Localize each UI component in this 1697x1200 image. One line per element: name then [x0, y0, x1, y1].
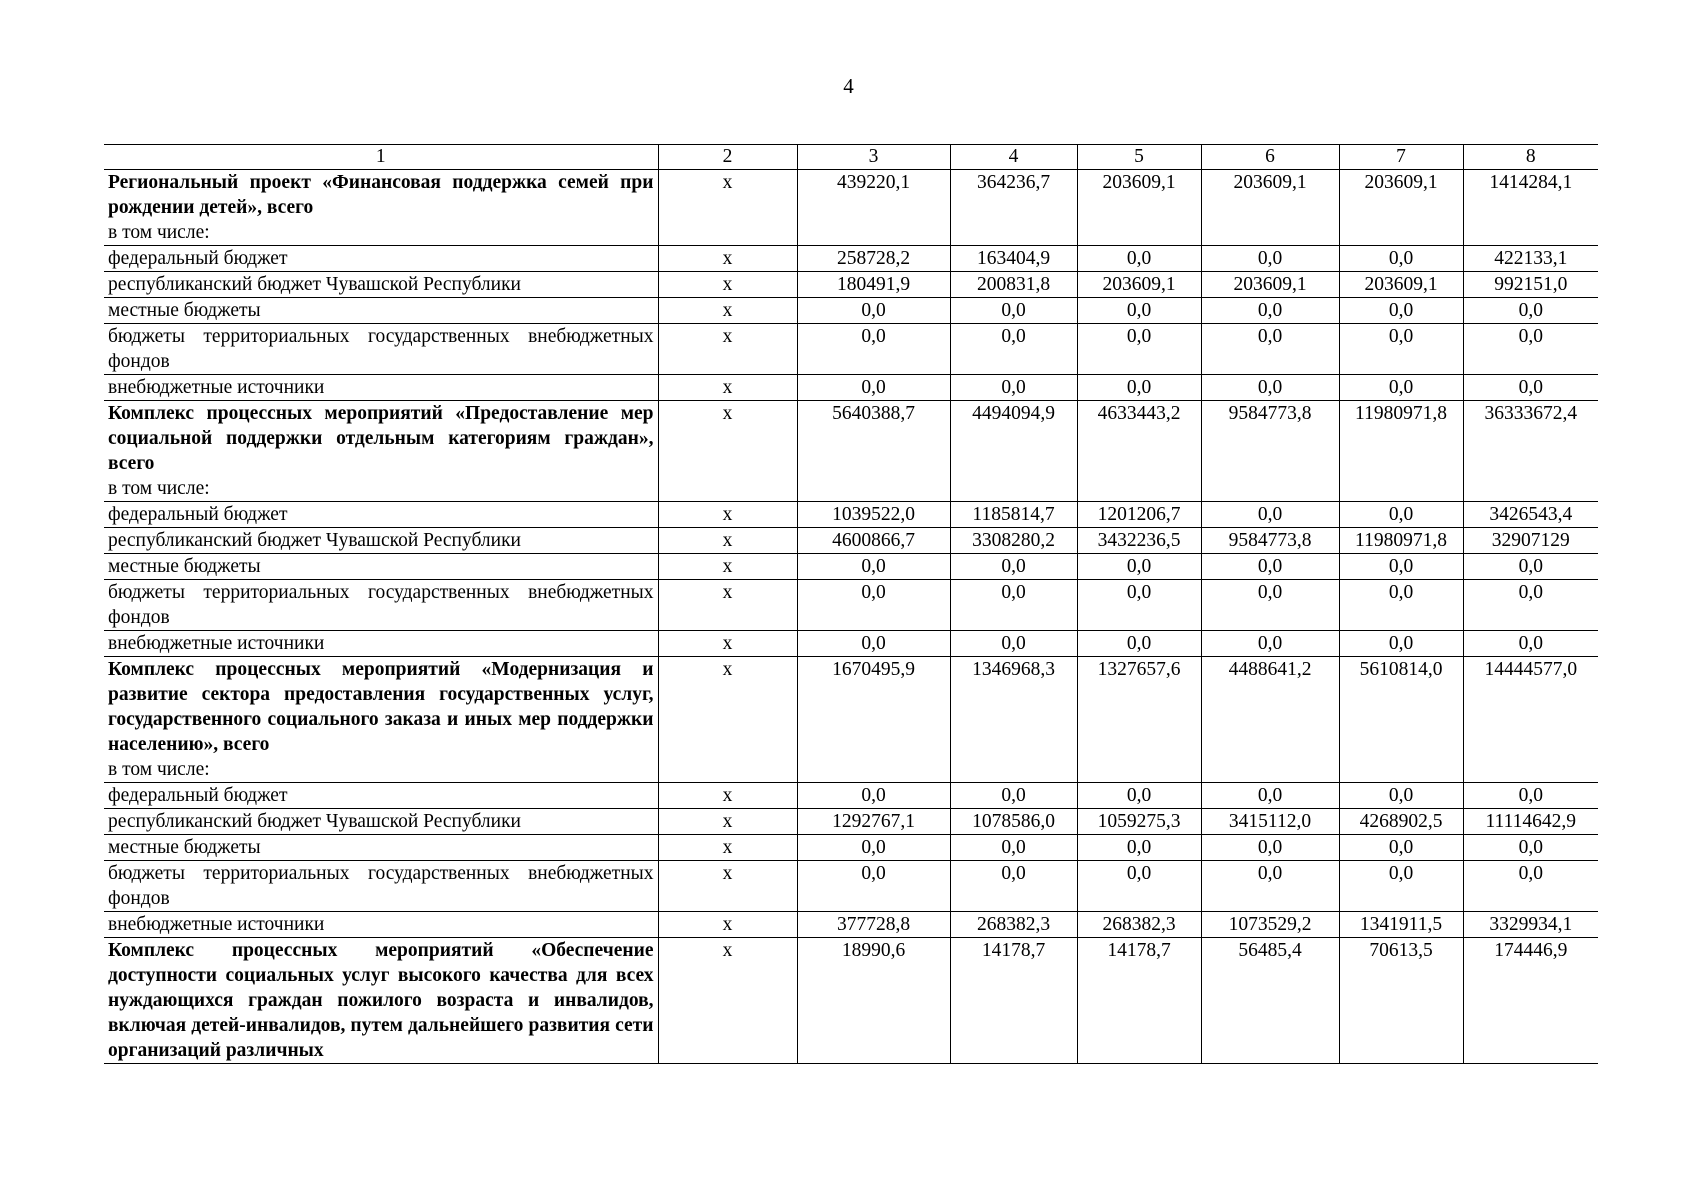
value-cell: 0,0	[797, 783, 950, 809]
value-cell: 0,0	[1339, 502, 1463, 528]
table-row	[104, 246, 1598, 272]
column-header: 8	[1463, 145, 1598, 170]
value-cell: 0,0	[1077, 783, 1201, 809]
value-cell: 4494094,9	[950, 401, 1077, 502]
value-cell: 0,0	[1339, 554, 1463, 580]
value-cell: 0,0	[1201, 554, 1339, 580]
value-cell: 0,0	[950, 554, 1077, 580]
column-header: 7	[1339, 145, 1463, 170]
value-cell: 4268902,5	[1339, 809, 1463, 835]
value-cell: 377728,8	[797, 912, 950, 938]
column-header: 5	[1077, 145, 1201, 170]
section-label-cell	[104, 657, 658, 783]
marker-cell: х	[658, 246, 797, 272]
value-cell: 422133,1	[1463, 246, 1598, 272]
header-row	[104, 145, 1598, 170]
value-cell: 11980971,8	[1339, 528, 1463, 554]
value-cell: 203609,1	[1201, 170, 1339, 246]
value-cell: 0,0	[1339, 246, 1463, 272]
value-cell: 0,0	[1201, 580, 1339, 631]
row-label: местные бюджеты	[104, 554, 658, 580]
column-header: 2	[658, 145, 797, 170]
table-row	[104, 502, 1598, 528]
value-cell: 11980971,8	[1339, 401, 1463, 502]
value-cell: 0,0	[1463, 298, 1598, 324]
marker-cell: х	[658, 809, 797, 835]
value-cell: 0,0	[797, 631, 950, 657]
value-cell: 174446,9	[1463, 938, 1598, 1064]
marker-cell: х	[658, 938, 797, 1064]
row-label: бюджеты территориальных государственных внебюджетных фондов	[104, 861, 658, 912]
value-cell: 0,0	[1201, 783, 1339, 809]
value-cell: 268382,3	[1077, 912, 1201, 938]
row-label: местные бюджеты	[104, 298, 658, 324]
value-cell: 203609,1	[1201, 272, 1339, 298]
value-cell: 3426543,4	[1463, 502, 1598, 528]
value-cell: 1201206,7	[1077, 502, 1201, 528]
table-row	[104, 272, 1598, 298]
value-cell: 1073529,2	[1201, 912, 1339, 938]
table-row	[104, 835, 1598, 861]
section-label-cell	[104, 170, 658, 246]
column-header: 6	[1201, 145, 1339, 170]
table-row	[104, 528, 1598, 554]
value-cell: 0,0	[950, 375, 1077, 401]
value-cell: 0,0	[1077, 298, 1201, 324]
budget-table	[104, 144, 1598, 1064]
value-cell: 56485,4	[1201, 938, 1339, 1064]
section-subtitle: в том числе:	[108, 478, 210, 499]
value-cell: 180491,9	[797, 272, 950, 298]
value-cell: 0,0	[1339, 861, 1463, 912]
value-cell: 0,0	[950, 631, 1077, 657]
column-header: 1	[104, 145, 658, 170]
table-row	[104, 554, 1598, 580]
row-label: федеральный бюджет	[104, 783, 658, 809]
value-cell: 1059275,3	[1077, 809, 1201, 835]
value-cell: 0,0	[1463, 375, 1598, 401]
marker-cell: х	[658, 375, 797, 401]
value-cell: 0,0	[950, 783, 1077, 809]
value-cell: 200831,8	[950, 272, 1077, 298]
section-title: Комплекс процессных мероприятий «Обеспечение доступности социальных услуг высокого качества для всех нуждающихся граждан пожилого возраста и инвалидов, включая детей-инвалидов, путем дальнейшего развития сети организаций различных	[108, 940, 654, 1061]
value-cell: 1039522,0	[797, 502, 950, 528]
marker-cell: х	[658, 835, 797, 861]
value-cell: 258728,2	[797, 246, 950, 272]
table-row	[104, 298, 1598, 324]
marker-cell: х	[658, 861, 797, 912]
row-label: внебюджетные источники	[104, 912, 658, 938]
value-cell: 3329934,1	[1463, 912, 1598, 938]
table-row	[104, 580, 1598, 631]
value-cell: 36333672,4	[1463, 401, 1598, 502]
value-cell: 0,0	[1077, 631, 1201, 657]
value-cell: 5610814,0	[1339, 657, 1463, 783]
section-title: Региональный проект «Финансовая поддержка семей при рождении детей», всего	[108, 172, 654, 218]
value-cell: 0,0	[1339, 580, 1463, 631]
value-cell: 32907129	[1463, 528, 1598, 554]
table-body	[104, 170, 1598, 1064]
value-cell: 3432236,5	[1077, 528, 1201, 554]
value-cell: 0,0	[1201, 861, 1339, 912]
value-cell: 0,0	[1463, 861, 1598, 912]
value-cell: 0,0	[1339, 631, 1463, 657]
value-cell: 4600866,7	[797, 528, 950, 554]
value-cell: 268382,3	[950, 912, 1077, 938]
marker-cell: х	[658, 502, 797, 528]
value-cell: 14178,7	[950, 938, 1077, 1064]
value-cell: 1346968,3	[950, 657, 1077, 783]
marker-cell: х	[658, 324, 797, 375]
section-label-cell	[104, 401, 658, 502]
table-row	[104, 861, 1598, 912]
value-cell: 364236,7	[950, 170, 1077, 246]
value-cell: 0,0	[1077, 246, 1201, 272]
value-cell: 203609,1	[1339, 170, 1463, 246]
value-cell: 0,0	[1339, 835, 1463, 861]
table-row	[104, 783, 1598, 809]
value-cell: 0,0	[1201, 375, 1339, 401]
value-cell: 0,0	[797, 580, 950, 631]
value-cell: 0,0	[1201, 324, 1339, 375]
value-cell: 0,0	[950, 298, 1077, 324]
value-cell: 1414284,1	[1463, 170, 1598, 246]
value-cell: 0,0	[797, 835, 950, 861]
marker-cell: х	[658, 272, 797, 298]
table-row	[104, 912, 1598, 938]
value-cell: 0,0	[797, 324, 950, 375]
row-label: бюджеты территориальных государственных внебюджетных фондов	[104, 580, 658, 631]
marker-cell: х	[658, 912, 797, 938]
page-number: 4	[843, 74, 854, 98]
table-row	[104, 809, 1598, 835]
row-label: республиканский бюджет Чувашской Республики	[104, 809, 658, 835]
marker-cell: х	[658, 783, 797, 809]
value-cell: 0,0	[950, 835, 1077, 861]
value-cell: 1185814,7	[950, 502, 1077, 528]
value-cell: 9584773,8	[1201, 401, 1339, 502]
value-cell: 0,0	[1077, 835, 1201, 861]
value-cell: 14444577,0	[1463, 657, 1598, 783]
value-cell: 11114642,9	[1463, 809, 1598, 835]
row-label: бюджеты территориальных государственных внебюджетных фондов	[104, 324, 658, 375]
value-cell: 5640388,7	[797, 401, 950, 502]
marker-cell: х	[658, 657, 797, 783]
marker-cell: х	[658, 554, 797, 580]
value-cell: 0,0	[1077, 580, 1201, 631]
value-cell: 3415112,0	[1201, 809, 1339, 835]
value-cell: 439220,1	[797, 170, 950, 246]
marker-cell: х	[658, 298, 797, 324]
section-total-row	[104, 170, 1598, 246]
value-cell: 0,0	[1463, 324, 1598, 375]
value-cell: 0,0	[1077, 324, 1201, 375]
value-cell: 0,0	[1339, 324, 1463, 375]
marker-cell: х	[658, 631, 797, 657]
value-cell: 163404,9	[950, 246, 1077, 272]
value-cell: 1670495,9	[797, 657, 950, 783]
value-cell: 992151,0	[1463, 272, 1598, 298]
column-header: 3	[797, 145, 950, 170]
section-subtitle: в том числе:	[108, 759, 210, 780]
value-cell: 9584773,8	[1201, 528, 1339, 554]
section-total-row	[104, 657, 1598, 783]
value-cell: 0,0	[1463, 835, 1598, 861]
value-cell: 0,0	[797, 298, 950, 324]
row-label: федеральный бюджет	[104, 246, 658, 272]
table-row	[104, 375, 1598, 401]
value-cell: 18990,6	[797, 938, 950, 1064]
table-row	[104, 324, 1598, 375]
value-cell: 0,0	[1201, 298, 1339, 324]
value-cell: 0,0	[797, 554, 950, 580]
section-title: Комплекс процессных мероприятий «Предоставление мер социальной поддержки отдельным категориям граждан», всего	[108, 403, 654, 474]
section-total-row	[104, 938, 1598, 1064]
value-cell: 70613,5	[1339, 938, 1463, 1064]
value-cell: 0,0	[1201, 835, 1339, 861]
value-cell: 0,0	[950, 580, 1077, 631]
value-cell: 0,0	[1201, 502, 1339, 528]
section-total-row	[104, 401, 1598, 502]
value-cell: 3308280,2	[950, 528, 1077, 554]
value-cell: 1327657,6	[1077, 657, 1201, 783]
marker-cell: х	[658, 170, 797, 246]
value-cell: 1341911,5	[1339, 912, 1463, 938]
value-cell: 0,0	[1463, 580, 1598, 631]
value-cell: 0,0	[950, 861, 1077, 912]
value-cell: 0,0	[1339, 375, 1463, 401]
value-cell: 1292767,1	[797, 809, 950, 835]
value-cell: 203609,1	[1077, 272, 1201, 298]
column-header: 4	[950, 145, 1077, 170]
section-subtitle: в том числе:	[108, 222, 210, 243]
value-cell: 4633443,2	[1077, 401, 1201, 502]
row-label: федеральный бюджет	[104, 502, 658, 528]
row-label: внебюджетные источники	[104, 631, 658, 657]
value-cell: 203609,1	[1077, 170, 1201, 246]
value-cell: 0,0	[1339, 783, 1463, 809]
value-cell: 0,0	[797, 861, 950, 912]
row-label: республиканский бюджет Чувашской Республики	[104, 528, 658, 554]
section-title: Комплекс процессных мероприятий «Модернизация и развитие сектора предоставления государственных услуг, государственного социального заказа и иных мер поддержки населению», всего	[108, 659, 654, 755]
value-cell: 0,0	[797, 375, 950, 401]
value-cell: 0,0	[1077, 554, 1201, 580]
value-cell: 0,0	[1463, 554, 1598, 580]
value-cell: 14178,7	[1077, 938, 1201, 1064]
value-cell: 0,0	[950, 324, 1077, 375]
table-row	[104, 631, 1598, 657]
marker-cell: х	[658, 580, 797, 631]
value-cell: 0,0	[1463, 783, 1598, 809]
value-cell: 4488641,2	[1201, 657, 1339, 783]
row-label: местные бюджеты	[104, 835, 658, 861]
value-cell: 0,0	[1077, 375, 1201, 401]
value-cell: 0,0	[1077, 861, 1201, 912]
value-cell: 0,0	[1201, 631, 1339, 657]
value-cell: 0,0	[1463, 631, 1598, 657]
value-cell: 0,0	[1339, 298, 1463, 324]
value-cell: 203609,1	[1339, 272, 1463, 298]
value-cell: 0,0	[1201, 246, 1339, 272]
marker-cell: х	[658, 401, 797, 502]
value-cell: 1078586,0	[950, 809, 1077, 835]
row-label: внебюджетные источники	[104, 375, 658, 401]
section-label-cell	[104, 938, 658, 1064]
marker-cell: х	[658, 528, 797, 554]
row-label: республиканский бюджет Чувашской Республики	[104, 272, 658, 298]
